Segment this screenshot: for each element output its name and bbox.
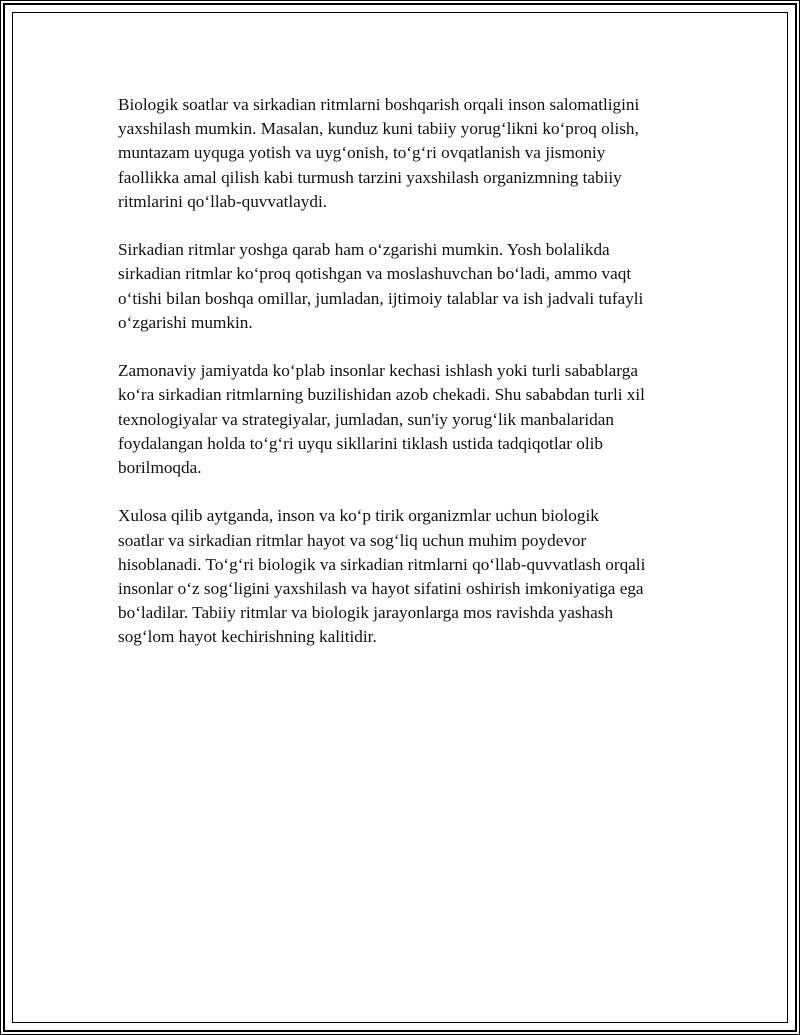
paragraph-3: Zamonaviy jamiyatda ko‘plab insonlar kechasi ishlash yoki turli sabablarga ko‘ra sirkadian ritmlarning buzilishidan azob chekadi. Shu sababdan turli xil texnologiyalar va strategiyalar, jumladan, sun'iy yorug‘lik manbalaridan foydalangan holda to‘g‘ri uyqu sikllarini tiklash ustida tadqiqotlar olib borilmoqda. bbox=[118, 361, 645, 478]
paragraph-2: Sirkadian ritmlar yoshga qarab ham o‘zgarishi mumkin. Yosh bolalikda sirkadian ritmlar ko‘proq qotishgan va moslashuvchan bo‘ladi, ammo vaqt o‘tishi bilan boshqa omillar, jumladan, ijtimoiy talablar va ish jadvali tufayli o‘zgarishi mumkin. bbox=[118, 240, 644, 332]
paragraph-1: Biologik soatlar va sirkadian ritmlarni boshqarish orqali inson salomatligini yaxshilash mumkin. Masalan, kunduz kuni tabiiy yorug‘likni ko‘proq olish, muntazam uyquga yotish va uyg‘onish, to‘g‘ri ovqatlanish va jismoniy faollikka amal qilish kabi turmush tarzini yaxshilash organizmning tabiiy ritmlarini qo‘llab-quvvatlaydi. bbox=[118, 95, 640, 211]
document-body bbox=[118, 93, 698, 674]
paragraph-4: Xulosa qilib aytganda, inson va ko‘p tirik organizmlar uchun biologik soatlar va sirkadian ritmlar hayot va sog‘liq uchun muhim poydevor hisoblanadi. To‘g‘ri biologik va sirkadian ritmlarni qo‘llab-quvvatlash orqali insonlar o‘z sog‘ligini yaxshilash va hayot sifatini oshirish imkoniyatiga ega bo‘ladilar. Tabiiy ritmlar va biologik jarayonlarga mos ravishda yashash sog‘lom hayot kechirishning kalitidir. bbox=[118, 506, 646, 647]
